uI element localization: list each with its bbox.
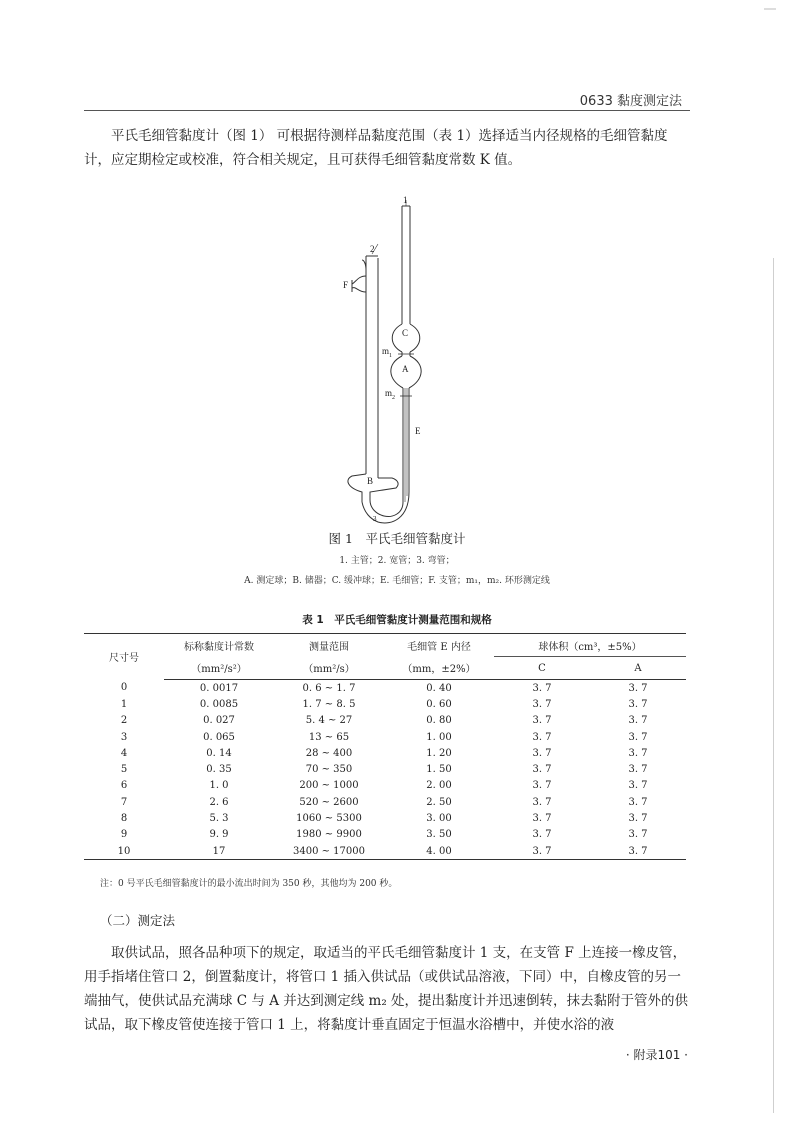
table-cell: 0. 0017 [199, 682, 239, 694]
table-cell: 3. 7 [628, 747, 648, 759]
col-unit-constant: （mm²/s²） [164, 657, 274, 680]
header-rule [84, 110, 690, 111]
table-cell: 0. 35 [206, 764, 232, 776]
table-cell: 3. 7 [628, 715, 648, 727]
table-cell: 3. 7 [628, 698, 648, 710]
table-cell: 3. 7 [532, 829, 552, 841]
table-cell: 3. 00 [426, 813, 452, 825]
table-cell: 1 [120, 698, 128, 710]
table-cell: 2. 6 [209, 796, 229, 808]
viscometer-diagram [340, 196, 480, 526]
table-cell: 5. 4 ~ 27 [305, 715, 353, 727]
table-cell: 28 ~ 400 [305, 747, 353, 759]
table-cell: 13 ~ 65 [308, 731, 350, 743]
table-cell: 4. 00 [384, 843, 494, 860]
table-cell: 0. 80 [426, 715, 452, 727]
table-cell: 10 [84, 843, 164, 860]
table-row [84, 745, 686, 761]
table-body [84, 680, 686, 860]
table-cell: 5. 3 [209, 813, 229, 825]
page-edge-line [773, 258, 774, 1113]
table-row [84, 810, 686, 826]
label-side-tube-f: F [343, 280, 349, 290]
label-tube-2: 2 [370, 244, 375, 254]
table-cell: 1. 50 [426, 764, 452, 776]
col-header-range: 测量范围 [274, 634, 384, 657]
col-header-ball-a: A [590, 657, 686, 680]
table-cell: 3. 7 [628, 829, 648, 841]
section-heading: （二）测定法 [100, 913, 176, 928]
table-row [84, 761, 686, 777]
table-cell: 3. 7 [628, 764, 648, 776]
table-cell: 6 [120, 780, 128, 792]
viscometer-spec-table [84, 633, 686, 860]
table-cell: 3. 7 [532, 796, 552, 808]
table-cell: 520 ~ 2600 [299, 796, 359, 808]
table-row [84, 729, 686, 745]
col-header-diameter: 毛细管 E 内径 [384, 634, 494, 657]
col-header-ball-c: C [494, 657, 590, 680]
label-bend-3: 3 [373, 515, 377, 523]
table-cell: 2. 50 [426, 796, 452, 808]
table-cell: 70 ~ 350 [305, 764, 353, 776]
table-cell: 9. 9 [209, 829, 229, 841]
method-paragraph: 取供试品，照各品种项下的规定，取适当的平氏毛细管黏度计 1 支，在支管 F 上连接一橡皮管，用手指堵住管口 2，倒置黏度计，将管口 1 插入供试品（或供试品溶液，下同）中，自橡皮管的另一端抽气，使供试品充满球 C 与 A 并达到测定线 m₂ 处，提出黏度计并迅速倒转，抹去黏附于管外的供试品，取下橡皮管使连接于管口 1 上，将黏度计垂直固定于恒温水浴槽中，并使水浴的液 [84, 945, 689, 1033]
table-cell: 0. 40 [426, 682, 452, 694]
table-cell: 3. 7 [532, 813, 552, 825]
table-cell: 1. 20 [426, 747, 452, 759]
table-cell: 3400 ~ 17000 [274, 843, 384, 860]
table-cell: 0. 0085 [199, 698, 239, 710]
table-row [84, 696, 686, 712]
table-row [84, 794, 686, 810]
intro-paragraph: 平氏毛细管黏度计（图 1） 可根据待测样品黏度范围（表 1）选择适当内径规格的毛细管黏度计，应定期检定或校准，符合相关规定，且可获得毛细管黏度常数 K 值。 [84, 128, 668, 168]
running-header: 0633 黏度测定法 [579, 94, 682, 109]
table-cell: 1. 00 [426, 731, 452, 743]
table-cell: 0. 6 ~ 1. 7 [302, 682, 356, 694]
table-row [84, 778, 686, 794]
page-number: · 附录101 · [625, 1048, 688, 1062]
table-cell: 0 [120, 682, 128, 694]
table-row [84, 827, 686, 843]
label-tube-1: 1 [403, 196, 408, 205]
table-cell: 3. 7 [532, 780, 552, 792]
label-bulb-c: C [402, 328, 409, 338]
col-unit-diameter: （mm，±2%） [384, 657, 494, 680]
col-header-size: 尺寸号 [84, 634, 164, 680]
col-header-ball-volume: 球体积（cm³，±5%） [494, 634, 686, 657]
col-unit-range: （mm²/s） [274, 657, 384, 680]
figure-legend-parts: 1. 主管；2. 宽管；3. 弯管； [339, 556, 455, 566]
table-cell: 3 [120, 731, 128, 743]
page-corner-mark [764, 8, 776, 10]
table-cell: 2. 00 [426, 780, 452, 792]
table-cell: 2 [120, 715, 128, 727]
table-note: 注：0 号平氏毛细管黏度计的最小流出时间为 350 秒，其他均为 200 秒。 [100, 879, 398, 889]
table-cell: 3. 50 [426, 829, 452, 841]
table-cell: 0. 027 [203, 715, 235, 727]
table-cell: 1. 7 ~ 8. 5 [302, 698, 356, 710]
label-ring-m2-sub: 2 [392, 395, 395, 401]
table-cell: 200 ~ 1000 [299, 780, 359, 792]
table-cell: 3. 7 [532, 764, 552, 776]
table-cell: 17 [164, 843, 274, 860]
label-ring-m1-sub: 1 [389, 353, 392, 359]
table-cell: 4 [120, 747, 128, 759]
table-cell: 3. 7 [628, 813, 648, 825]
table-cell: 3. 7 [628, 731, 648, 743]
label-reservoir-b: B [367, 476, 374, 486]
table-cell: 3. 7 [532, 731, 552, 743]
label-capillary-e: E [415, 426, 421, 436]
table-cell: 3. 7 [532, 698, 552, 710]
label-bulb-a: A [402, 364, 409, 374]
table-cell: 1060 ~ 5300 [296, 813, 362, 825]
table-cell: 3. 7 [532, 747, 552, 759]
table-row [84, 843, 686, 860]
table-cell: 3. 7 [628, 682, 648, 694]
table-cell: 3. 7 [494, 843, 590, 860]
table-cell: 3. 7 [628, 796, 648, 808]
table-cell: 0. 14 [206, 747, 232, 759]
table-cell: 1. 0 [209, 780, 229, 792]
table-cell: 0. 60 [426, 698, 452, 710]
table-cell: 3. 7 [590, 843, 686, 860]
table-cell: 8 [120, 813, 128, 825]
table-cell: 0. 065 [203, 731, 235, 743]
table-cell: 3. 7 [532, 682, 552, 694]
table-title: 表 1 平氏毛细管黏度计测量范围和规格 [302, 614, 492, 626]
table-cell: 5 [120, 764, 128, 776]
figure-legend-symbols: A. 测定球；B. 储器；C. 缓冲球；E. 毛细管；F. 支管；m₁，m₂. 环形测定线 [244, 576, 550, 586]
table-row [84, 680, 686, 697]
figure-caption: 图 1 平氏毛细管黏度计 [328, 531, 466, 546]
table-cell: 3. 7 [532, 715, 552, 727]
viscometer-figure [340, 196, 480, 526]
table-cell: 3. 7 [628, 780, 648, 792]
table-cell: 9 [120, 829, 128, 841]
table-cell: 7 [120, 796, 128, 808]
label-ring-m1: m [382, 346, 390, 356]
col-header-constant: 标称黏度计常数 [164, 634, 274, 657]
table-cell: 1980 ~ 9900 [296, 829, 362, 841]
table-row [84, 713, 686, 729]
label-ring-m2: m [385, 388, 393, 398]
